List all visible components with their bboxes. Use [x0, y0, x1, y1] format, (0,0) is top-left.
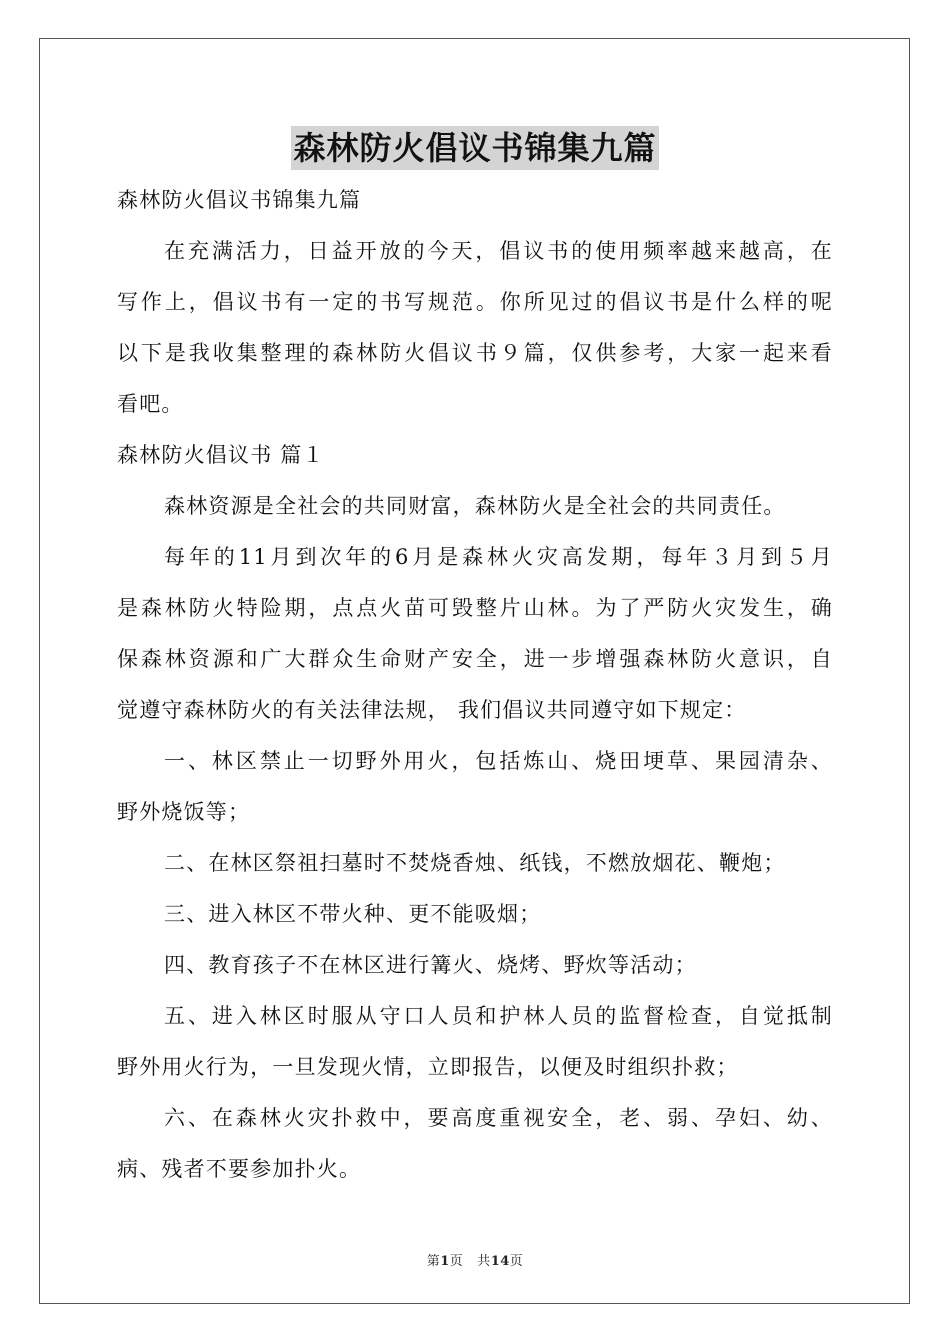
- page-footer: [0, 1250, 950, 1269]
- list-item-line: 一、林区禁止一切野外用火，包括炼山、烧田埂草、果园清杂、: [164, 749, 833, 773]
- list-item-line: 六、在森林火灾扑救中，要高度重视安全，老、弱、孕妇、幼、: [164, 1106, 833, 1130]
- total-pages: 14: [490, 1254, 510, 1269]
- document-body: [117, 178, 833, 1198]
- paragraph-line: 以下是我收集整理的森林防火倡议书９篇，仅供参考，大家一起来看: [117, 341, 833, 365]
- subtitle-line: 森林防火倡议书锦集九篇: [117, 188, 362, 212]
- page-prefix: 第: [426, 1254, 441, 1269]
- list-item-line: 二、在林区祭祖扫墓时不焚烧香烛、纸钱，不燃放烟花、鞭炮；: [164, 851, 786, 875]
- paragraph-line: 在充满活力，日益开放的今天，倡议书的使用频率越来越高，在: [164, 239, 833, 263]
- section-heading: 森林防火倡议书 篇１: [117, 443, 325, 467]
- document-title: 森林防火倡议书锦集九篇: [291, 126, 658, 170]
- paragraph-line: 保森林资源和广大群众生命财产安全，进一步增强森林防火意识，自: [117, 647, 833, 671]
- paragraph-line: 看吧。: [117, 392, 184, 416]
- page-number: 1: [440, 1254, 450, 1269]
- total-suffix: 页: [509, 1254, 524, 1269]
- paragraph-line: 森林资源是全社会的共同财富，森林防火是全社会的共同责任。: [164, 494, 786, 518]
- paragraph-line: 觉遵守森林防火的有关法律法规， 我们倡议共同遵守如下规定：: [117, 698, 747, 722]
- list-item-line: 病、残者不要参加扑火。: [117, 1157, 362, 1181]
- list-item-line: 五、进入林区时服从守口人员和护林人员的监督检查，自觉抵制: [164, 1004, 833, 1028]
- list-item-line: 野外用火行为，一旦发现火情，立即报告，以便及时组织扑救；: [117, 1055, 739, 1079]
- total-prefix: 共: [477, 1254, 491, 1269]
- page-suffix: 页: [449, 1254, 464, 1269]
- list-item-line: 野外烧饭等；: [117, 800, 251, 824]
- paragraph-line: 写作上，倡议书有一定的书写规范。你所见过的倡议书是什么样的呢: [117, 290, 833, 314]
- document-title-wrap: [0, 126, 950, 170]
- paragraph-line: 每年的11月到次年的6月是森林火灾高发期，每年３月到５月: [164, 545, 833, 569]
- paragraph-line: 是森林防火特险期，点点火苗可毁整片山林。为了严防火灾发生，确: [117, 596, 833, 620]
- list-item-line: 三、进入林区不带火种、更不能吸烟；: [164, 902, 542, 926]
- list-item-line: 四、教育孩子不在林区进行篝火、烧烤、野炊等活动；: [164, 953, 697, 977]
